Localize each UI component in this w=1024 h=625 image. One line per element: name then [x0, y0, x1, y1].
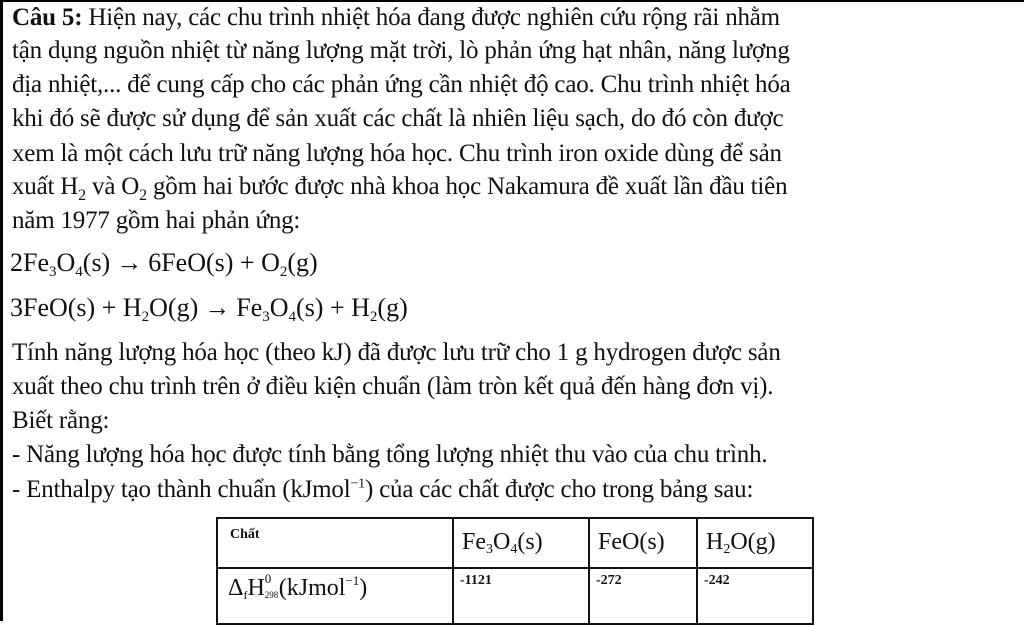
question-line-1: Câu 5: Hiện nay, các chu trình nhiệt hóa đang được nghiên cứu rộng rãi nhằm	[12, 4, 780, 31]
arrow-icon: →	[116, 248, 143, 277]
equation-2: $3FeO(s) + H_2O(g) \to Fe_3O_4(s) + H_2(g)$	[10, 293, 408, 325]
question-line-5: xem là một cách lưu trữ năng lượng hóa học. Chu trình iron oxide dùng để sản	[12, 140, 782, 167]
value-h2o: -242	[697, 568, 813, 624]
frame-border-left	[0, 0, 3, 621]
row-label-enthalpy: $\Delta_fH$ 0 298 (kJmol$^{-1}$)	[217, 568, 453, 624]
table-header-row	[217, 518, 813, 568]
header-cell-substance: Chất	[217, 518, 453, 568]
header-cell-h2o: $H_2O(g)$	[697, 518, 813, 568]
question-line-4: khi đó sẽ được sử dụng để sản xuất các chất là nhiên liệu sạch, do đó còn được	[12, 105, 784, 132]
question-label: Câu 5:	[12, 4, 83, 31]
value-feo: -272	[589, 568, 697, 624]
task-line-3: Biết rằng:	[12, 407, 110, 434]
value-fe3o4: -1121	[453, 568, 589, 624]
enthalpy-table	[216, 517, 814, 625]
header-cell-fe3o4: $Fe_3O_4(s)$	[453, 518, 589, 568]
unit-kjmol: (kJmol$^{-1}$)	[282, 476, 374, 503]
table-row	[217, 568, 813, 624]
question-line-6: xuất $H_2$ và $O_2$ gồm hai bước được nhà khoa học Nakamura đề xuất lần đầu tiên	[12, 173, 788, 204]
question-line-3: địa nhiệt,... để cung cấp cho các phản ứng cần nhiệt độ cao. Chu trình nhiệt hóa	[12, 71, 791, 98]
equation-1: $2Fe_3O_4(s) \to 6FeO(s) + O_2(g)$	[10, 248, 318, 280]
task-line-1: Tính năng lượng hóa học (theo kJ) đã được lưu trữ cho 1 g hydrogen được sản	[12, 339, 781, 366]
question-line-7: năm 1977 gồm hai phản ứng:	[12, 207, 301, 234]
task-line-4: - Năng lượng hóa học được tính bằng tổng lượng nhiệt thu vào của chu trình.	[12, 441, 768, 468]
question-line-2: tận dụng nguồn nhiệt từ năng lượng mặt trời, lò phản ứng hạt nhân, năng lượng	[12, 37, 790, 64]
task-line-5: - Enthalpy tạo thành chuẩn (kJmol$^{-1}$) của các chất được cho trong bảng sau:	[12, 476, 754, 503]
arrow-icon: →	[204, 293, 231, 322]
task-line-2: xuất theo chu trình trên ở điều kiện chuẩn (làm tròn kết quả đến hàng đơn vị).	[12, 373, 774, 400]
frame-border-top	[0, 0, 1024, 2]
header-cell-feo: FeO(s)	[589, 518, 697, 568]
